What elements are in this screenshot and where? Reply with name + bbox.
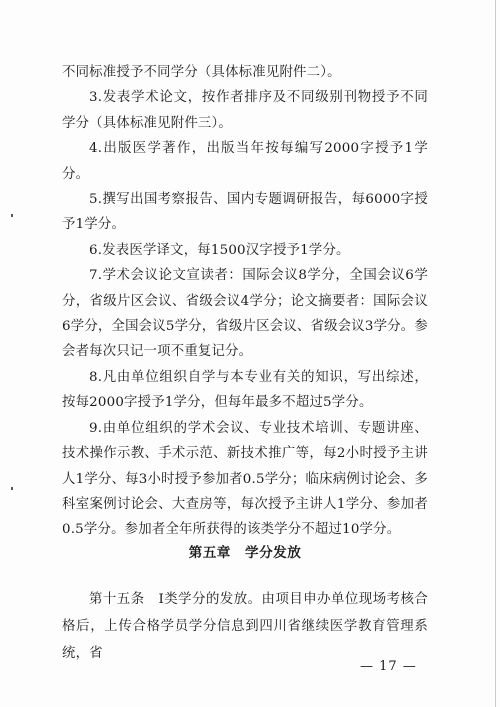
page-number: — 17 — — [360, 659, 417, 674]
paragraph-item-6: 6.发表医学译文，每1500汉字授予1学分。 — [89, 242, 350, 258]
article-section — [62, 586, 428, 667]
page-edge-divider — [495, 0, 496, 707]
paragraph-item-5: 5.撰写出国考察报告、国内专题调研报告，每6000字授予1学分。 — [62, 192, 428, 233]
paragraph-item-8: 8.凡由单位组织自学与本专业有关的知识，写出综述，按每2000字授予1学分，但每年最多不超过5学分。 — [62, 369, 428, 411]
article-15-text: 第十五条 Ⅰ类学分的发放。由项目申办单位现场考核合格后，上传合格学员学分信息到四川省继续医学教育管理系统，省 — [62, 592, 428, 661]
paragraph-continuation: 不同标准授予不同学分（具体标准见附件二）。 — [62, 65, 341, 80]
body-text — [62, 60, 428, 543]
paragraph-item-4: 4.出版医学著作，出版当年按每编写2000字授予1学分。 — [62, 141, 428, 182]
scan-dot — [11, 487, 13, 490]
paragraph-item-7: 7.学术会议论文宣读者：国际会议8学分，全国会议6学分，省级片区会议、省级会议4学分；论文摘要者：国际会议6学分，全国会议5学分，省级片区会议、省级会议3学分。参会者每次只记一项不重复记分。 — [62, 268, 428, 360]
chapter-heading: 第五章 学分发放 — [188, 545, 302, 561]
paragraph-item-3: 3.发表学术论文，按作者排序及不同级别刊物授予不同学分（具体标准见附件三）。 — [62, 90, 428, 131]
scan-dot — [11, 214, 13, 217]
paragraph-item-9: 9.由单位组织的学术会议、专业技术培训、专题讲座、技术操作示教、手术示范、新技术推广等，每2小时授予主讲人1学分、每3小时授予参加者0.5学分；临床病例讨论会、多科室案例讨论会、大查房等，每次授予主讲人1学分、参加者0.5学分。参加者全年所获得的该类学分不超过10学分。 — [62, 420, 428, 538]
